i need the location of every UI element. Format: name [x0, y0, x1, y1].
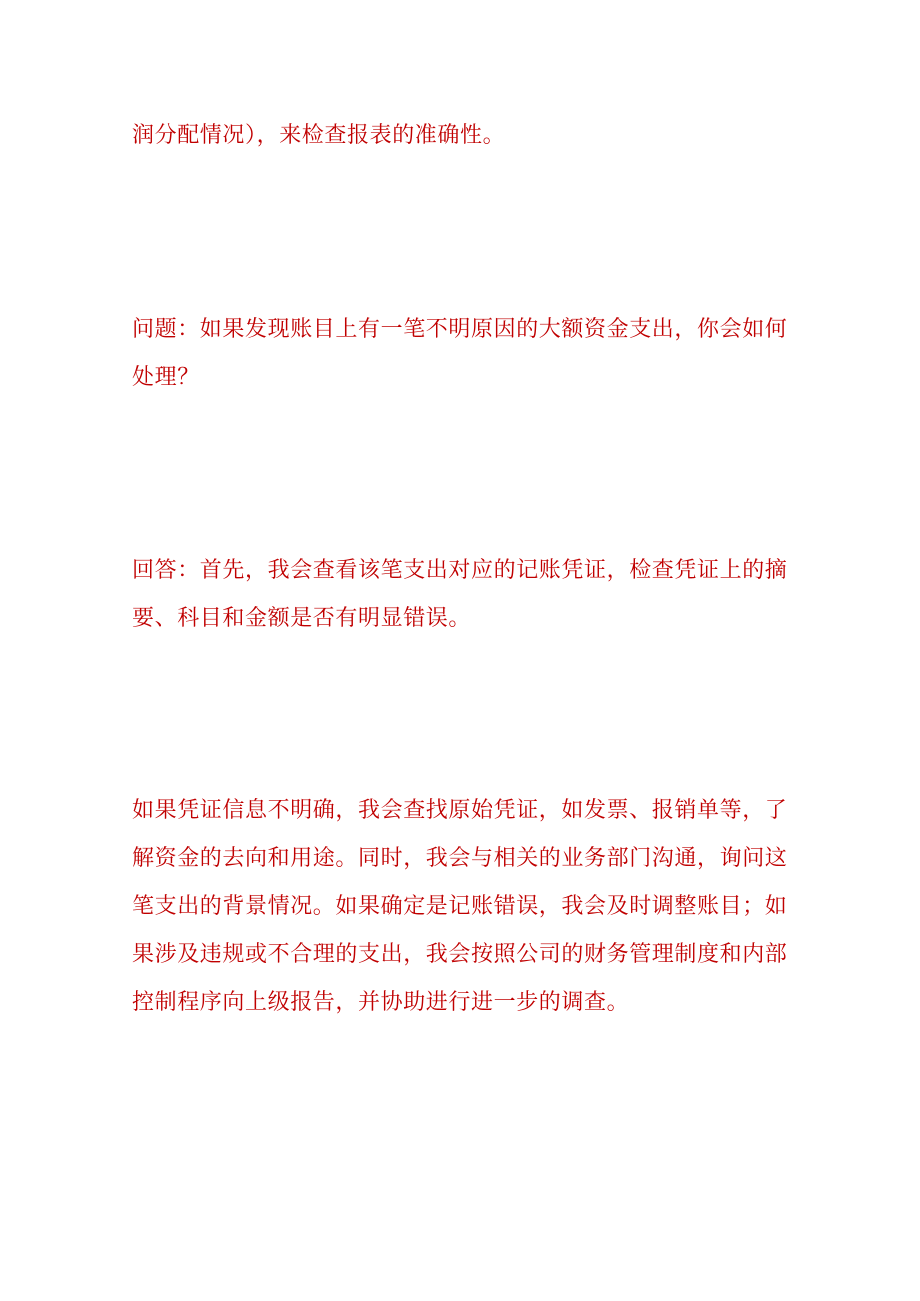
- paragraph-answer: 回答：首先，我会查看该笔支出对应的记账凭证，检查凭证上的摘要、科目和金额是否有明显错误。: [132, 558, 788, 631]
- paragraph-question: 问题：如果发现账目上有一笔不明原因的大额资金支出，你会如何处理？: [132, 317, 788, 390]
- paragraph-continuation: 润分配情况），来检查报表的准确性。: [132, 123, 506, 148]
- paragraph-answer-continued: 如果凭证信息不明确，我会查找原始凭证，如发票、报销单等，了解资金的去向和用途。同时，我会与相关的业务部门沟通，询问这笔支出的背景情况。如果确定是记账错误，我会及时调整账目；如果涉及违规或不合理的支出，我会按照公司的财务管理制度和内部控制程序向上级报告，并协助进行进一步的调查。: [132, 798, 788, 1015]
